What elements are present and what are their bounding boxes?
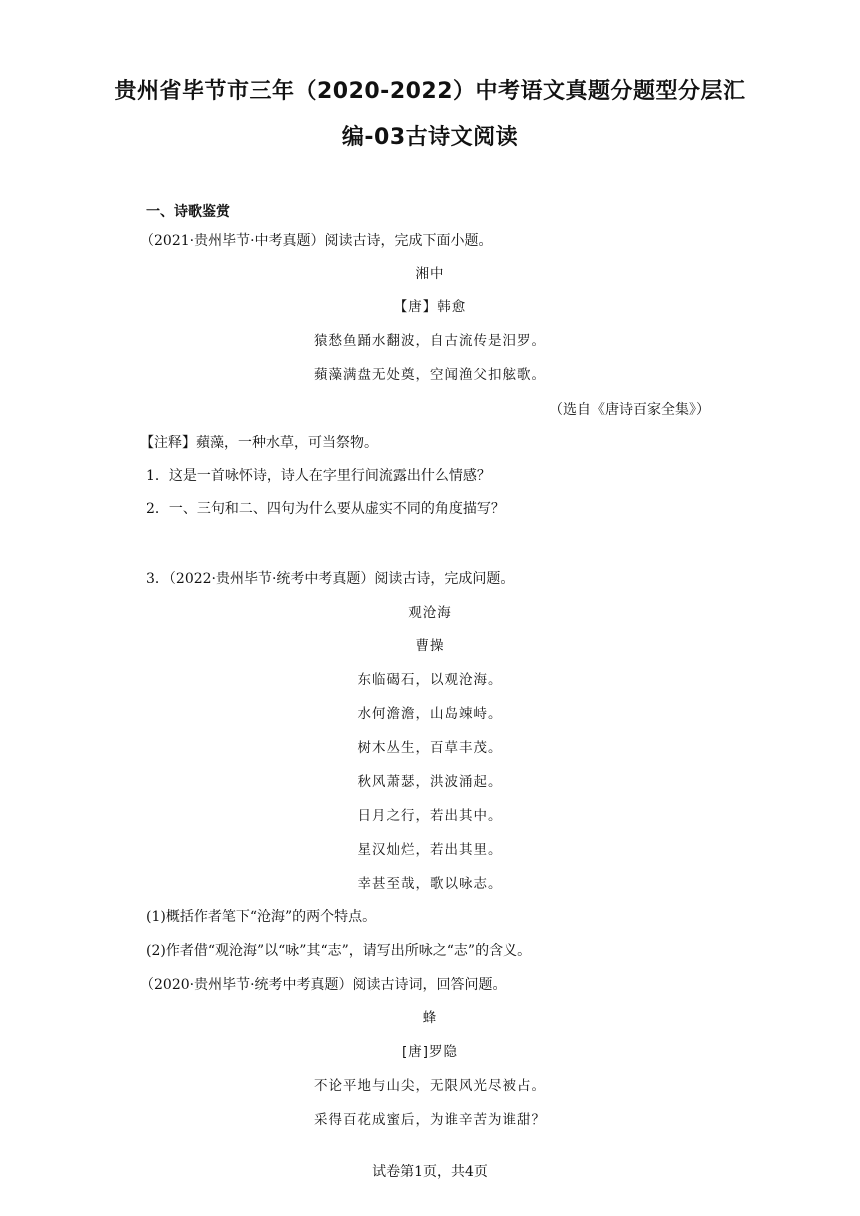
q1-note: 【注释】蘋藻，一种水草，可当祭物。 bbox=[140, 435, 378, 451]
q1-question: 1．这是一首咏怀诗，诗人在字里行间流露出什么情感？ bbox=[146, 468, 491, 484]
q3-poem-line: 树木丛生，百草丰茂。 bbox=[357, 740, 503, 756]
q3-poem-line: 星汉灿烂，若出其里。 bbox=[357, 842, 503, 858]
q4-poem-title: 蜂 bbox=[422, 1010, 438, 1026]
q3-poem-title: 观沧海 bbox=[408, 605, 452, 621]
document-title-line-1: 贵州省毕节市三年（2020-2022）中考语文真题分题型分层汇 bbox=[114, 79, 746, 104]
q3-sub-question: (1)概括作者笔下“沧海”的两个特点。 bbox=[146, 909, 377, 925]
q4-source: （2020·贵州毕节·统考中考真题）阅读古诗词，回答问题。 bbox=[140, 977, 507, 993]
q3-poem-line: 东临碣石，以观沧海。 bbox=[357, 672, 503, 688]
q3-poem-line: 日月之行，若出其中。 bbox=[357, 808, 503, 824]
q1-question: 2．一、三句和二、四句为什么要从虚实不同的角度描写？ bbox=[146, 501, 505, 517]
q4-poem-author: [唐]罗隐 bbox=[401, 1044, 459, 1060]
page-footer: 试卷第1页，共4页 bbox=[372, 1164, 488, 1180]
q3-sub-question: (2)作者借“观沧海”以“咏”其“志”，请写出所咏之“志”的含义。 bbox=[146, 943, 532, 959]
q1-source: （2021·贵州毕节·中考真题）阅读古诗，完成下面小题。 bbox=[140, 233, 493, 249]
document-title-line-2: 编-03古诗文阅读 bbox=[341, 125, 519, 150]
q4-poem-line: 不论平地与山尖，无限风光尽被占。 bbox=[314, 1078, 546, 1094]
q1-poem-author: 【唐】韩愈 bbox=[393, 299, 467, 315]
q3-poem-line: 秋风萧瑟，洪波涌起。 bbox=[357, 774, 503, 790]
q1-poem-source: （选自《唐诗百家全集》） bbox=[549, 402, 710, 418]
section-heading: 一、诗歌鉴赏 bbox=[146, 204, 230, 220]
q1-poem-line: 猿愁鱼踊水翻波，自古流传是汨罗。 bbox=[314, 333, 546, 349]
q1-poem-title: 湘中 bbox=[415, 266, 445, 282]
q4-poem-line: 采得百花成蜜后，为谁辛苦为谁甜？ bbox=[314, 1112, 546, 1128]
q3-poem-line: 水何澹澹，山岛竦峙。 bbox=[357, 706, 503, 722]
q3-poem-line: 幸甚至哉，歌以咏志。 bbox=[357, 876, 503, 892]
q3-poem-author: 曹操 bbox=[415, 638, 445, 654]
q1-poem-line: 蘋藻满盘无处奠，空闻渔父扣舷歌。 bbox=[314, 367, 546, 383]
q3-source: 3．（2022·贵州毕节·统考中考真题）阅读古诗，完成问题。 bbox=[146, 571, 515, 587]
